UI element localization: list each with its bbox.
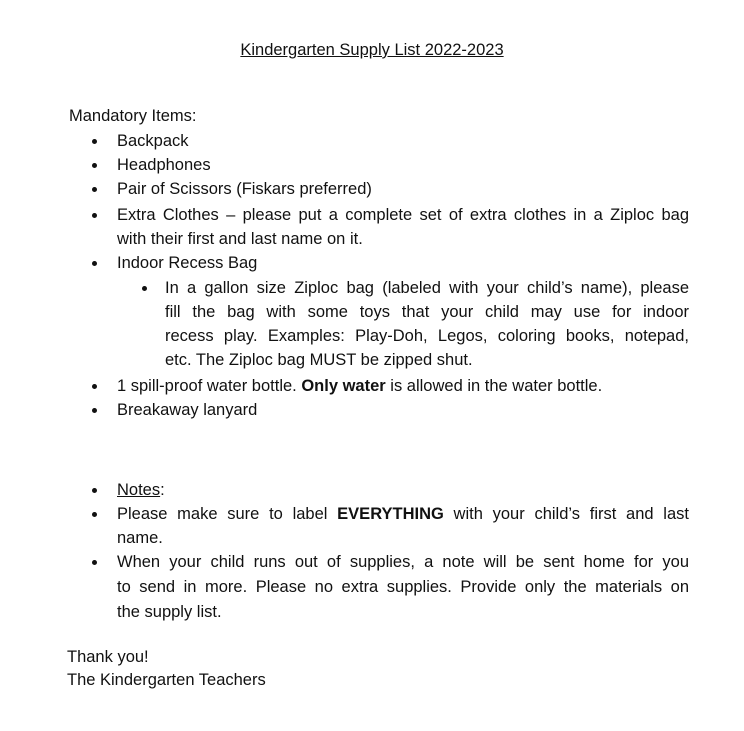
bullet-icon [92, 187, 97, 192]
recess-line2: fill the bag with some toys that your child may use for indoor [165, 303, 689, 321]
recess-line1: In a gallon size Ziploc bag (labeled with your child’s name), please [165, 279, 689, 297]
item-clothes-line2: with their first and last name on it. [117, 230, 363, 248]
note-label-emphasis: EVERYTHING [337, 505, 444, 523]
closing-thanks: Thank you! [67, 648, 149, 666]
bullet-icon [92, 163, 97, 168]
item-scissors: Pair of Scissors (Fiskars preferred) [117, 180, 372, 198]
item-backpack: Backpack [117, 132, 189, 150]
bullet-icon [92, 384, 97, 389]
water-text: 1 spill-proof water bottle. [117, 377, 302, 395]
notes-heading-text: Notes [117, 481, 161, 499]
bullet-icon [92, 512, 97, 517]
item-headphones: Headphones [117, 156, 211, 174]
closing-signature: The Kindergarten Teachers [67, 671, 266, 689]
water-emphasis: Only water [301, 377, 386, 395]
item-lanyard: Breakaway lanyard [117, 401, 258, 419]
item-recess-bag: Indoor Recess Bag [117, 254, 258, 272]
recess-line4: etc. The Ziploc bag MUST be zipped shut. [165, 351, 473, 369]
notes-heading [117, 480, 165, 500]
bullet-icon [92, 139, 97, 144]
bullet-icon [92, 261, 97, 266]
note-label-text-end: with your child’s first and last [443, 505, 689, 523]
bullet-icon [92, 213, 97, 218]
mandatory-heading: Mandatory Items: [69, 107, 197, 125]
note-label-text: Please make sure to label [117, 505, 338, 523]
bullet-icon [92, 408, 97, 413]
bullet-icon [142, 286, 147, 291]
note-supplies-line3: the supply list. [117, 603, 222, 621]
item-water-bottle [117, 376, 602, 396]
notes-colon: : [160, 481, 165, 499]
recess-line3: recess play. Examples: Play-Doh, Legos, coloring books, notepad, [165, 327, 689, 345]
bullet-icon [92, 560, 97, 565]
item-clothes-line1: Extra Clothes – please put a complete set of extra clothes in a Ziploc bag [117, 206, 689, 224]
bullet-icon [92, 488, 97, 493]
note-label-line1 [117, 504, 689, 524]
water-text-end: is allowed in the water bottle. [385, 377, 603, 395]
document-title: Kindergarten Supply List 2022-2023 [240, 41, 504, 59]
note-supplies-line1: When your child runs out of supplies, a note will be sent home for you [117, 553, 689, 571]
note-label-line2: name. [117, 529, 163, 547]
note-supplies-line2: to send in more. Please no extra supplies. Provide only the materials on [117, 578, 689, 596]
